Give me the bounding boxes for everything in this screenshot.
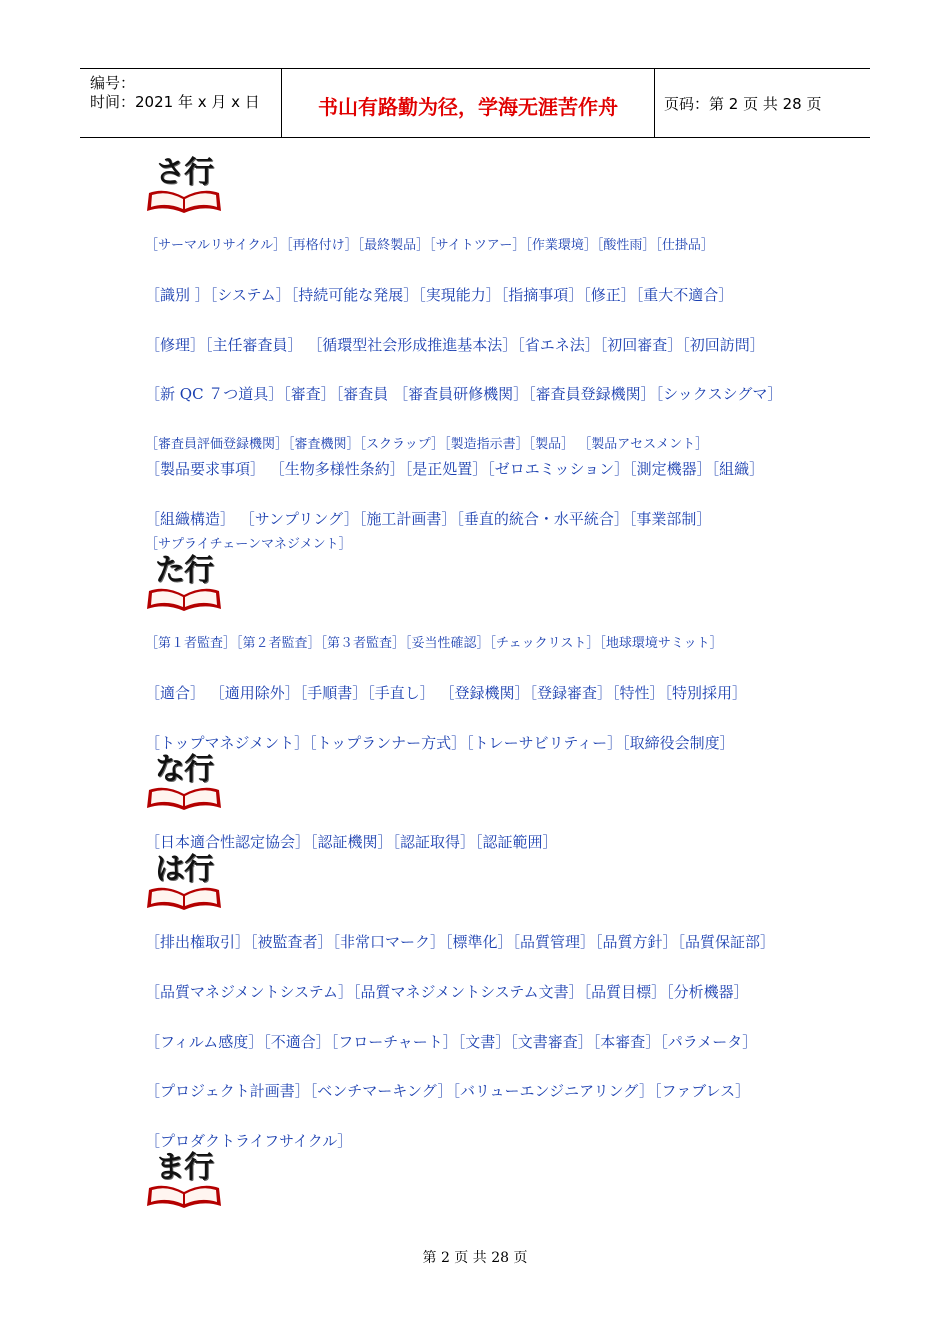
- motto-text: 书山有路勤为径，学海无涯苦作舟: [318, 95, 618, 119]
- term-row: ［適合］ ［適用除外］［手順書］［手直し］ ［登録機関］［登録審査］［特性］［特別採用］: [145, 684, 748, 702]
- header-page-cell: [654, 69, 870, 137]
- open-book-icon: [145, 884, 223, 914]
- header-motto-cell: [281, 69, 655, 137]
- section-badge-label: さ行: [155, 155, 213, 190]
- open-book-icon: [145, 187, 223, 217]
- open-book-icon: [145, 585, 223, 615]
- open-book-icon: [145, 1182, 223, 1212]
- term-row: ［製品要求事項］ ［生物多様性条約］［是正処置］［ゼロエミッション］［測定機器］［組織］: [145, 460, 765, 478]
- term-row: ［識別 ］［システム］［持続可能な発展］［実現能力］［指摘事項］［修正］［重大不適合］: [145, 286, 734, 304]
- term-row: ［プロダクトライフサイクル］: [145, 1132, 353, 1150]
- section-badge-sa: [145, 155, 223, 217]
- page-footer: 第 2 页 共 28 页: [422, 1250, 528, 1266]
- term-row: ［修理］［主任審査員］ ［循環型社会形成推進基本法］［省エネ法］［初回審査］［初回訪問］: [145, 336, 765, 354]
- term-row: ［組織構造］ ［サンプリング］［施工計画書］［垂直的統合・水平統合］［事業部制］: [145, 510, 712, 528]
- term-row: ［日本適合性認定協会］［認証機関］［認証取得］［認証範囲］: [145, 833, 558, 851]
- term-row: ［サプライチェーンマネジメント］: [145, 537, 352, 552]
- term-row: ［品質マネジメントシステム］［品質マネジメントシステム文書］［品質目標］［分析機器］: [145, 983, 749, 1001]
- section-badge-label: た行: [155, 553, 213, 588]
- section-badge-ha: [145, 852, 223, 914]
- document-number-label: 编号：: [90, 74, 136, 92]
- section-badge-label: な行: [155, 752, 213, 787]
- term-row: ［審査員評価登録機関］［審査機関］［スクラップ］［製造指示書］［製品］ ［製品アセスメント］: [145, 437, 709, 452]
- section-badge-ta: [145, 553, 223, 615]
- header-info-cell: [80, 69, 280, 137]
- document-date-label: 时间：2021 年 x 月 x 日: [90, 93, 260, 111]
- term-row: ［プロジェクト計画書］［ベンチマーキング］［バリューエンジニアリング］［ファブレス］: [145, 1082, 751, 1100]
- term-row: ［第１者監査］［第２者監査］［第３者監査］［妥当性確認］［チェックリスト］［地球環境サミット］: [145, 636, 723, 651]
- page-info: 页码：第 2 页 共 28 页: [664, 95, 822, 113]
- term-row: ［トップマネジメント］［トップランナー方式］［トレーサビリティー］［取締役会制度］: [145, 734, 735, 752]
- page-header: [80, 68, 870, 138]
- open-book-icon: [145, 784, 223, 814]
- section-badge-na: [145, 752, 223, 814]
- term-row: ［排出権取引］［被監査者］［非常口マーク］［標準化］［品質管理］［品質方針］［品質保証部］: [145, 933, 776, 951]
- section-badge-ma: [145, 1150, 223, 1212]
- section-badge-label: は行: [155, 852, 213, 887]
- term-row: ［サーマルリサイクル］［再格付け］［最終製品］［サイトツアー］［作業環境］［酸性雨］［仕掛品］: [145, 238, 714, 253]
- term-row: ［フィルム感度］［不適合］［フローチャート］［文書］［文書審査］［本審査］［パラメータ］: [145, 1033, 758, 1051]
- term-row: ［新 QC ７つ道具］［審査］［審査員 ［審査員研修機関］［審査員登録機関］［シックスシグマ］: [145, 385, 783, 403]
- section-badge-label: ま行: [155, 1150, 213, 1185]
